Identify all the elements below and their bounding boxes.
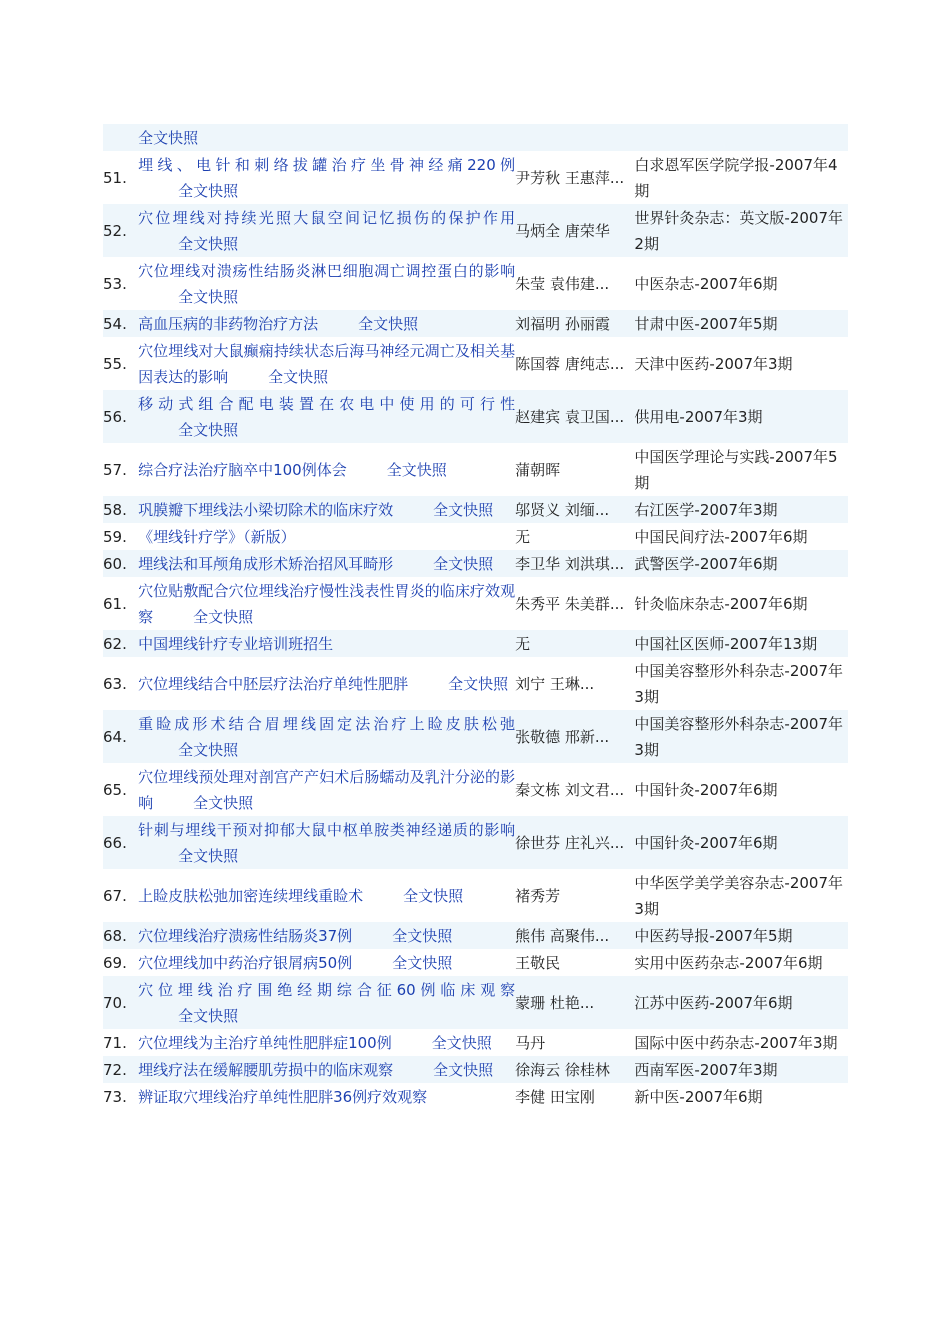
- source-cell: 中国美容整形外科杂志-2007年3期: [634, 710, 848, 763]
- article-title-link[interactable]: 穴位埋线对大鼠癫痫持续状态后海马神经元凋亡及相关基因表达的影响: [138, 342, 516, 386]
- title-cell: [138, 550, 515, 577]
- authors-cell: 王敬民: [515, 949, 634, 976]
- title-cell: [138, 816, 515, 869]
- table-row: [103, 657, 848, 710]
- table-row: [103, 710, 848, 763]
- table-row-continued: [103, 124, 848, 151]
- title-cell: [138, 204, 515, 257]
- article-title-link[interactable]: 穴位埋线结合中胚层疗法治疗单纯性肥胖: [138, 675, 409, 693]
- full-text-snapshot-link[interactable]: 全文快照: [433, 501, 494, 519]
- title-cell: [138, 390, 515, 443]
- authors-cell: 马丹: [515, 1029, 634, 1056]
- source-cell: 世界针灸杂志：英文版-2007年2期: [634, 204, 848, 257]
- article-title-link[interactable]: 巩膜瓣下埋线法小梁切除术的临床疗效: [138, 501, 394, 519]
- row-number: 53.: [103, 257, 138, 310]
- title-cell: [138, 337, 515, 390]
- row-number: 69.: [103, 949, 138, 976]
- authors-cell: [515, 124, 634, 151]
- row-number: 52.: [103, 204, 138, 257]
- source-cell: 中国针灸-2007年6期: [634, 763, 848, 816]
- title-cell: [138, 869, 515, 922]
- full-text-snapshot-link[interactable]: 全文快照: [433, 555, 494, 573]
- full-text-snapshot-link[interactable]: 全文快照: [433, 1061, 494, 1079]
- title-cell: [138, 496, 515, 523]
- article-title-link[interactable]: 埋线、电针和刺络拔罐治疗坐骨神经痛220例: [138, 156, 516, 174]
- table-row: [103, 1056, 848, 1083]
- full-text-snapshot-link[interactable]: 全文快照: [392, 954, 453, 972]
- row-number: 62.: [103, 630, 138, 657]
- article-title-link[interactable]: 综合疗法治疗脑卒中100例体会: [138, 461, 347, 479]
- article-title-link[interactable]: 穴位埋线对溃疡性结肠炎淋巴细胞凋亡调控蛋白的影响: [138, 262, 516, 280]
- authors-cell: 李卫华 刘洪琪...: [515, 550, 634, 577]
- full-text-snapshot-link[interactable]: 全文快照: [178, 288, 239, 306]
- title-cell: [138, 1083, 515, 1110]
- table-row: [103, 1083, 848, 1110]
- source-cell: 中国美容整形外科杂志-2007年3期: [634, 657, 848, 710]
- source-cell: 中医药导报-2007年5期: [634, 922, 848, 949]
- full-text-snapshot-link[interactable]: 全文快照: [178, 847, 239, 865]
- title-cell: [138, 763, 515, 816]
- article-title-link[interactable]: 重睑成形术结合眉埋线固定法治疗上睑皮肤松弛: [138, 715, 516, 733]
- source-cell: 武警医学-2007年6期: [634, 550, 848, 577]
- source-cell: 中国社区医师-2007年13期: [634, 630, 848, 657]
- authors-cell: 张敬德 邢新...: [515, 710, 634, 763]
- row-number: 65.: [103, 763, 138, 816]
- table-row: [103, 922, 848, 949]
- title-cell: [138, 577, 515, 630]
- article-title-link[interactable]: 中国埋线针疗专业培训班招生: [138, 635, 334, 653]
- source-cell: 中国针灸-2007年6期: [634, 816, 848, 869]
- article-title-link[interactable]: 穴位埋线加中药治疗银屑病50例: [138, 954, 353, 972]
- full-text-snapshot-link[interactable]: 全文快照: [431, 1034, 492, 1052]
- source-cell: 西南军医-2007年3期: [634, 1056, 848, 1083]
- title-cell: [138, 630, 515, 657]
- source-cell: 国际中医中药杂志-2007年3期: [634, 1029, 848, 1056]
- table-row: [103, 630, 848, 657]
- table-row: [103, 257, 848, 310]
- row-number: 56.: [103, 390, 138, 443]
- row-number: 54.: [103, 310, 138, 337]
- authors-cell: 陈国蓉 唐纯志...: [515, 337, 634, 390]
- table-row: [103, 151, 848, 204]
- authors-cell: 赵建宾 袁卫国...: [515, 390, 634, 443]
- authors-cell: 徐世芬 庄礼兴...: [515, 816, 634, 869]
- table-row: [103, 816, 848, 869]
- full-text-snapshot-link[interactable]: 全文快照: [178, 421, 239, 439]
- authors-cell: 朱莹 袁伟建...: [515, 257, 634, 310]
- full-text-snapshot-link[interactable]: 全文快照: [178, 1007, 239, 1025]
- table-row: [103, 976, 848, 1029]
- source-cell: 中华医学美学美容杂志-2007年3期: [634, 869, 848, 922]
- title-cell: [138, 976, 515, 1029]
- row-number: 71.: [103, 1029, 138, 1056]
- authors-cell: 刘宁 王琳...: [515, 657, 634, 710]
- row-number: 70.: [103, 976, 138, 1029]
- title-cell: [138, 949, 515, 976]
- row-number: 66.: [103, 816, 138, 869]
- table-row: [103, 310, 848, 337]
- table-row: [103, 443, 848, 496]
- title-cell: [138, 124, 515, 151]
- row-number: 73.: [103, 1083, 138, 1110]
- source-cell: 供用电-2007年3期: [634, 390, 848, 443]
- table-row: [103, 1029, 848, 1056]
- results-table: [103, 124, 848, 1110]
- authors-cell: 无: [515, 523, 634, 550]
- row-number: 63.: [103, 657, 138, 710]
- article-title-link[interactable]: 穴位埋线治疗围绝经期综合征60例临床观察: [138, 981, 516, 999]
- title-cell: [138, 657, 515, 710]
- table-row: [103, 390, 848, 443]
- source-cell: [634, 124, 848, 151]
- source-cell: 中国民间疗法-2007年6期: [634, 523, 848, 550]
- title-cell: [138, 310, 515, 337]
- authors-cell: 蒲朝晖: [515, 443, 634, 496]
- article-title-link[interactable]: 《埋线针疗学》（新版）: [138, 528, 296, 546]
- table-row: [103, 496, 848, 523]
- full-text-snapshot-link[interactable]: 全文快照: [448, 675, 509, 693]
- table-row: [103, 523, 848, 550]
- authors-cell: 马炳全 唐荣华: [515, 204, 634, 257]
- authors-cell: 熊伟 高聚伟...: [515, 922, 634, 949]
- authors-cell: 褚秀芳: [515, 869, 634, 922]
- article-title-link[interactable]: 穴位埋线为主治疗单纯性肥胖症100例: [138, 1034, 392, 1052]
- article-title-link[interactable]: 穴位贴敷配合穴位埋线治疗慢性浅表性胃炎的临床疗效观察: [138, 582, 516, 626]
- full-text-snapshot-link[interactable]: 全文快照: [138, 129, 199, 147]
- full-text-snapshot-link[interactable]: 全文快照: [392, 927, 453, 945]
- article-title-link[interactable]: 高血压病的非药物治疗方法: [138, 315, 319, 333]
- title-cell: [138, 1056, 515, 1083]
- authors-cell: 蒙珊 杜艳...: [515, 976, 634, 1029]
- table-row: [103, 869, 848, 922]
- title-cell: [138, 710, 515, 763]
- full-text-snapshot-link[interactable]: 全文快照: [403, 887, 464, 905]
- authors-cell: 尹芳秋 王惠萍...: [515, 151, 634, 204]
- article-title-link[interactable]: 辨证取穴埋线治疗单纯性肥胖36例疗效观察: [138, 1088, 428, 1106]
- source-cell: 白求恩军医学院学报-2007年4期: [634, 151, 848, 204]
- row-number: 72.: [103, 1056, 138, 1083]
- source-cell: 实用中医药杂志-2007年6期: [634, 949, 848, 976]
- article-title-link[interactable]: 移动式组合配电装置在农电中使用的可行性: [138, 395, 516, 413]
- row-number: 58.: [103, 496, 138, 523]
- full-text-snapshot-link[interactable]: 全文快照: [178, 235, 239, 253]
- table-row: [103, 204, 848, 257]
- title-cell: [138, 151, 515, 204]
- authors-cell: 李健 田宝刚: [515, 1083, 634, 1110]
- article-title-link[interactable]: 埋线法和耳颅角成形术矫治招风耳畸形: [138, 555, 394, 573]
- article-title-link[interactable]: 穴位埋线对持续光照大鼠空间记忆损伤的保护作用: [138, 209, 516, 227]
- title-cell: [138, 257, 515, 310]
- full-text-snapshot-link[interactable]: 全文快照: [358, 315, 419, 333]
- article-title-link[interactable]: 穴位埋线治疗溃疡性结肠炎37例: [138, 927, 353, 945]
- row-number: 57.: [103, 443, 138, 496]
- table-row: [103, 577, 848, 630]
- title-cell: [138, 443, 515, 496]
- authors-cell: 刘福明 孙丽霞: [515, 310, 634, 337]
- source-cell: 甘肃中医-2007年5期: [634, 310, 848, 337]
- article-title-link[interactable]: 上睑皮肤松弛加密连续埋线重睑术: [138, 887, 364, 905]
- results-body: [103, 124, 848, 1110]
- row-number: [103, 124, 138, 151]
- full-text-snapshot-link[interactable]: 全文快照: [193, 608, 254, 626]
- full-text-snapshot-link[interactable]: 全文快照: [386, 461, 447, 479]
- row-number: 55.: [103, 337, 138, 390]
- article-title-link[interactable]: 针刺与埋线干预对抑郁大鼠中枢单胺类神经递质的影响: [138, 821, 516, 839]
- source-cell: 新中医-2007年6期: [634, 1083, 848, 1110]
- source-cell: 中国医学理论与实践-2007年5期: [634, 443, 848, 496]
- full-text-snapshot-link[interactable]: 全文快照: [178, 182, 239, 200]
- authors-cell: 无: [515, 630, 634, 657]
- authors-cell: 徐海云 徐桂林: [515, 1056, 634, 1083]
- full-text-snapshot-link[interactable]: 全文快照: [193, 794, 254, 812]
- source-cell: 天津中医药-2007年3期: [634, 337, 848, 390]
- full-text-snapshot-link[interactable]: 全文快照: [178, 741, 239, 759]
- source-cell: 针灸临床杂志-2007年6期: [634, 577, 848, 630]
- title-cell: [138, 922, 515, 949]
- source-cell: 中医杂志-2007年6期: [634, 257, 848, 310]
- table-row: [103, 337, 848, 390]
- row-number: 64.: [103, 710, 138, 763]
- row-number: 51.: [103, 151, 138, 204]
- row-number: 67.: [103, 869, 138, 922]
- title-cell: [138, 1029, 515, 1056]
- authors-cell: 朱秀平 朱美群...: [515, 577, 634, 630]
- title-cell: [138, 523, 515, 550]
- authors-cell: 邬贤义 刘缅...: [515, 496, 634, 523]
- row-number: 61.: [103, 577, 138, 630]
- table-row: [103, 949, 848, 976]
- authors-cell: 秦文栋 刘文君...: [515, 763, 634, 816]
- full-text-snapshot-link[interactable]: 全文快照: [268, 368, 329, 386]
- row-number: 68.: [103, 922, 138, 949]
- row-number: 59.: [103, 523, 138, 550]
- table-row: [103, 763, 848, 816]
- table-row: [103, 550, 848, 577]
- source-cell: 右江医学-2007年3期: [634, 496, 848, 523]
- article-title-link[interactable]: 埋线疗法在缓解腰肌劳损中的临床观察: [138, 1061, 394, 1079]
- row-number: 60.: [103, 550, 138, 577]
- article-title-link[interactable]: 穴位埋线预处理对剖宫产产妇术后肠蠕动及乳汁分泌的影响: [138, 768, 516, 812]
- source-cell: 江苏中医药-2007年6期: [634, 976, 848, 1029]
